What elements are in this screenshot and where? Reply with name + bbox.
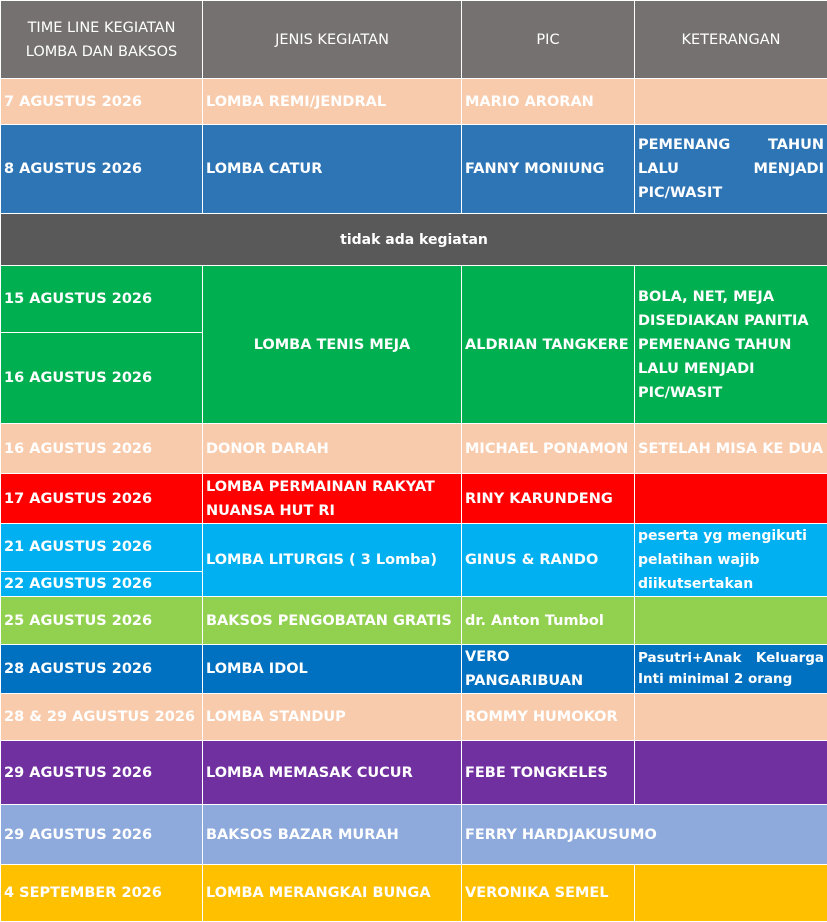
header-timeline: TIME LINE KEGIATAN LOMBA DAN BAKSOS	[1, 1, 203, 79]
no-activity-cell: tidak ada kegiatan	[1, 214, 827, 266]
activity-cell: BAKSOS PENGOBATAN GRATIS	[203, 597, 462, 645]
pic-cell: RINY KARUNDENG	[462, 474, 635, 524]
note-cell: Pasutri+Anak Keluarga Inti minimal 2 orang	[635, 645, 827, 694]
date-cell: 15 AGUSTUS 2026	[1, 266, 203, 333]
table-row	[1, 741, 827, 805]
date-cell: 29 AGUSTUS 2026	[1, 741, 203, 805]
activity-cell: LOMBA MEMASAK CUCUR	[203, 741, 462, 805]
date-cell: 28 AGUSTUS 2026	[1, 645, 203, 694]
table-row	[1, 424, 827, 474]
pic-cell: FANNY MONIUNG	[462, 125, 635, 214]
date-cell: 16 AGUSTUS 2026	[1, 333, 203, 424]
table-row	[1, 474, 827, 524]
pic-cell: FERRY HARDJAKUSUMO	[462, 805, 827, 865]
pic-cell: ROMMY HUMOKOR	[462, 694, 635, 741]
note-cell	[635, 741, 827, 805]
activity-cell: DONOR DARAH	[203, 424, 462, 474]
table-row	[1, 597, 827, 645]
note-cell	[635, 694, 827, 741]
table-row	[1, 645, 827, 694]
date-cell: 7 AGUSTUS 2026	[1, 79, 203, 125]
date-cell: 21 AGUSTUS 2026	[1, 524, 203, 572]
date-cell: 17 AGUSTUS 2026	[1, 474, 203, 524]
note-cell	[635, 597, 827, 645]
pic-cell: VERO PANGARIBUAN	[462, 645, 635, 694]
table-row	[1, 214, 827, 266]
activity-cell: LOMBA LITURGIS ( 3 Lomba)	[203, 524, 462, 597]
activity-cell: LOMBA MERANGKAI BUNGA	[203, 865, 462, 922]
pic-cell: dr. Anton Tumbol	[462, 597, 635, 645]
header-row	[1, 1, 827, 79]
header-note: KETERANGAN	[635, 1, 827, 79]
date-cell: 25 AGUSTUS 2026	[1, 597, 203, 645]
activity-cell: LOMBA REMI/JENDRAL	[203, 79, 462, 125]
date-cell: 22 AGUSTUS 2026	[1, 571, 203, 596]
note-cell: PEMENANG TAHUN LALU MENJADI PIC/WASIT	[635, 125, 827, 214]
pic-cell: VERONIKA SEMEL	[462, 865, 635, 922]
date-cell: 4 SEPTEMBER 2026	[1, 865, 203, 922]
date-cell: 29 AGUSTUS 2026	[1, 805, 203, 865]
activity-cell: LOMBA STANDUP	[203, 694, 462, 741]
pic-cell: ALDRIAN TANGKERE	[462, 266, 635, 424]
note-cell: peserta yg mengikuti pelatihan wajib diikutsertakan	[635, 524, 827, 597]
header-activity: JENIS KEGIATAN	[203, 1, 462, 79]
note-cell	[635, 79, 827, 125]
table-row	[1, 694, 827, 741]
table-row	[1, 266, 827, 333]
note-cell: SETELAH MISA KE DUA	[635, 424, 827, 474]
activity-cell: BAKSOS BAZAR MURAH	[203, 805, 462, 865]
table-row	[1, 865, 827, 922]
table-row	[1, 125, 827, 214]
activity-cell: LOMBA CATUR	[203, 125, 462, 214]
pic-cell: MARIO ARORAN	[462, 79, 635, 125]
pic-cell: GINUS & RANDO	[462, 524, 635, 597]
note-cell: BOLA, NET, MEJA DISEDIAKAN PANITIA PEMENANG TAHUN LALU MENJADI PIC/WASIT	[635, 266, 827, 424]
table-row	[1, 805, 827, 865]
date-cell: 28 & 29 AGUSTUS 2026	[1, 694, 203, 741]
pic-cell: MICHAEL PONAMON	[462, 424, 635, 474]
activity-cell: LOMBA IDOL	[203, 645, 462, 694]
activity-cell: LOMBA TENIS MEJA	[203, 266, 462, 424]
note-cell	[635, 474, 827, 524]
pic-cell: FEBE TONGKELES	[462, 741, 635, 805]
table-row	[1, 524, 827, 572]
activity-cell: LOMBA PERMAINAN RAKYAT NUANSA HUT RI	[203, 474, 462, 524]
table-row	[1, 79, 827, 125]
note-cell	[635, 865, 827, 922]
date-cell: 8 AGUSTUS 2026	[1, 125, 203, 214]
date-cell: 16 AGUSTUS 2026	[1, 424, 203, 474]
header-pic: PIC	[462, 1, 635, 79]
